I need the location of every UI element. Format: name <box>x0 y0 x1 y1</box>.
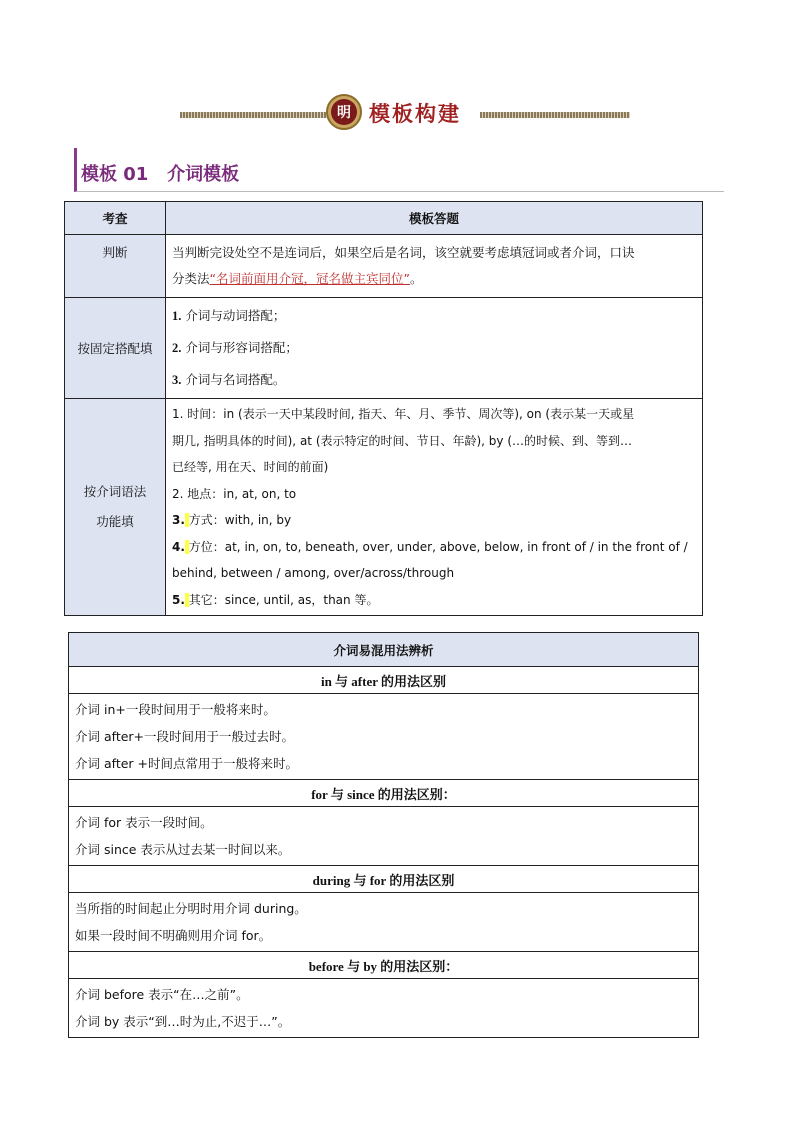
content-text: 方位：at, in, on, to, beneath, over, under, above, below, in front of / in the front of / <box>188 539 688 554</box>
section-heading <box>74 148 724 192</box>
content-text: 其它：since, until, as，than 等。 <box>188 592 379 607</box>
row-content-judge <box>166 235 703 298</box>
content-line: 2. 地点：in, at, on, to <box>172 486 297 501</box>
item-number: 5. <box>172 592 185 607</box>
content-text: 介词与形容词搭配； <box>185 340 298 355</box>
usage-line: 介词 in+一段时间用于一般将来时。 <box>75 702 276 717</box>
item-number: 3. <box>172 373 182 387</box>
content-text: 介词与名词搭配。 <box>185 372 286 387</box>
content-line <box>172 332 696 364</box>
template-table-header <box>65 202 703 235</box>
usage-table-title: 介词易混用法辨析 <box>69 633 699 667</box>
template-table <box>64 201 703 616</box>
content-line: behind, between / among, over/across/through <box>172 566 455 580</box>
section-heading-text: 模板 01 介词模板 <box>81 164 240 185</box>
header-exam-point: 考查 <box>65 202 166 235</box>
content-line <box>172 507 696 534</box>
content-text: 介词与动词搭配； <box>185 308 286 323</box>
row-label-line: 按介词语法 <box>83 484 147 499</box>
banner-right-rule <box>480 112 630 118</box>
banner-seal-text: 明 <box>331 99 357 125</box>
content-text: 方式：with, in, by <box>188 513 292 527</box>
item-number: 1. <box>172 309 182 323</box>
usage-line: 介词 before 表示“在…之前”。 <box>75 987 249 1002</box>
section-banner <box>0 94 794 134</box>
usage-line: 当所指的时间起止分明时用介词 during。 <box>75 901 307 916</box>
item-number: 2. <box>172 341 182 355</box>
content-line: 已经等, 用在天、时间的前面) <box>172 460 329 474</box>
item-number: 4. <box>172 539 185 554</box>
usage-section-heading: during 与 for 的用法区别 <box>69 866 699 893</box>
usage-section-heading: for 与 since 的用法区别： <box>69 780 699 807</box>
row-content-collocation <box>166 298 703 399</box>
usage-line: 介词 after +时间点常用于一般将来时。 <box>75 756 298 771</box>
table-row <box>65 298 703 399</box>
usage-section-body <box>69 893 699 952</box>
usage-line: 介词 since 表示从过去某一时间以来。 <box>75 842 291 857</box>
usage-line: 介词 by 表示“到…时为止,不迟于…”。 <box>75 1014 291 1029</box>
row-content-grammar <box>166 399 703 616</box>
item-number: 3. <box>172 513 185 527</box>
content-text: 。 <box>409 271 423 286</box>
row-label-judge: 判断 <box>65 235 166 298</box>
content-line: 1. 时间：in (表示一天中某段时间, 指天、年、月、季节、周次等), on (表示某一天或星 <box>172 407 635 421</box>
content-line <box>172 534 696 561</box>
usage-line: 介词 for 表示一段时间。 <box>75 815 213 830</box>
usage-section-heading: in 与 after 的用法区别 <box>69 667 699 694</box>
content-line: 期几, 指明具体的时间), at (表示特定的时间、节日、年龄), by (…的时候、到、等到… <box>172 433 633 448</box>
banner-seal-icon <box>326 94 362 130</box>
usage-table <box>68 632 699 1038</box>
row-label-line: 功能填 <box>96 514 134 529</box>
banner-left-rule <box>180 112 330 118</box>
usage-section-body <box>69 694 699 780</box>
content-line <box>172 364 696 396</box>
mnemonic-text: “名词前面用介冠，冠名做主宾同位” <box>209 271 410 286</box>
content-line <box>172 266 696 292</box>
content-line <box>172 587 696 614</box>
usage-section-heading: before 与 by 的用法区别： <box>69 952 699 979</box>
content-line: 当判断完设处空不是连词后，如果空后是名词，该空就要考虑填冠词或者介词，口诀 <box>172 245 635 260</box>
table-row <box>65 235 703 298</box>
content-text: 分类法 <box>172 271 210 286</box>
banner-title: 模板构建 <box>369 102 461 126</box>
usage-section-body <box>69 979 699 1038</box>
usage-section-body <box>69 807 699 866</box>
usage-line: 介词 after+一段时间用于一般过去时。 <box>75 729 295 744</box>
table-row <box>65 399 703 616</box>
row-label-collocation: 按固定搭配填 <box>65 298 166 399</box>
header-answer-template: 模板答题 <box>166 202 703 235</box>
usage-line: 如果一段时间不明确则用介词 for。 <box>75 928 272 943</box>
row-label-grammar <box>65 399 166 616</box>
content-line <box>172 300 696 332</box>
